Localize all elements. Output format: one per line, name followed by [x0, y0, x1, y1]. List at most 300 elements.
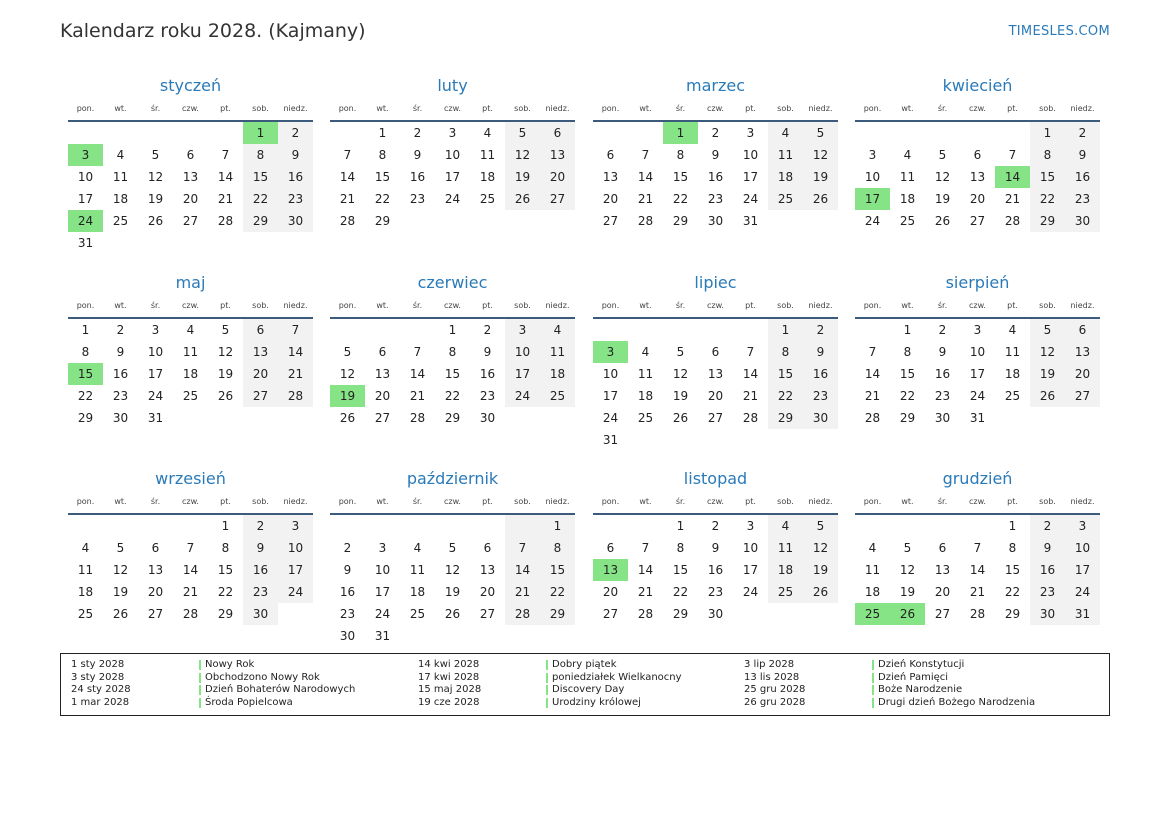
day-cell[interactable]: 18 [899, 192, 916, 206]
day-cell[interactable]: 6 [711, 345, 720, 359]
day-cell[interactable]: 16 [1030, 559, 1065, 581]
day-cell[interactable]: 28 [864, 411, 881, 425]
day-cell[interactable]: 29 [444, 411, 461, 425]
day-cell[interactable]: 9 [343, 563, 352, 577]
day-cell[interactable]: 16 [707, 563, 724, 577]
day-cell[interactable]: 19 [934, 192, 951, 206]
day-cell[interactable]: 4 [868, 541, 877, 555]
day-cell[interactable]: 21 [637, 585, 654, 599]
day-cell[interactable]: 2 [278, 122, 313, 144]
day-cell[interactable]: 1 [81, 323, 90, 337]
day-cell[interactable]: 5 [676, 345, 685, 359]
day-cell[interactable]: 24 [147, 389, 164, 403]
day-cell[interactable]: 2 [711, 519, 720, 533]
day-cell[interactable]: 25 [409, 607, 426, 621]
day-cell[interactable]: 3 [746, 126, 755, 140]
day-cell[interactable]: 23 [1065, 188, 1100, 210]
day-cell[interactable]: 19 [444, 585, 461, 599]
holiday-day-cell[interactable]: 14 [995, 166, 1030, 188]
day-cell[interactable]: 29 [374, 214, 391, 228]
day-cell[interactable]: 2 [243, 515, 278, 537]
holiday-day-cell[interactable]: 3 [593, 341, 628, 363]
day-cell[interactable]: 13 [374, 367, 391, 381]
day-cell[interactable]: 1 [448, 323, 457, 337]
day-cell[interactable]: 16 [409, 170, 426, 184]
day-cell[interactable]: 12 [803, 537, 838, 559]
day-cell[interactable]: 26 [339, 411, 356, 425]
day-cell[interactable]: 10 [742, 148, 759, 162]
day-cell[interactable]: 4 [768, 122, 803, 144]
day-cell[interactable]: 5 [803, 122, 838, 144]
day-cell[interactable]: 26 [444, 607, 461, 621]
day-cell[interactable]: 7 [1008, 148, 1017, 162]
day-cell[interactable]: 16 [339, 585, 356, 599]
day-cell[interactable]: 16 [1065, 166, 1100, 188]
day-cell[interactable]: 12 [217, 345, 234, 359]
day-cell[interactable]: 18 [77, 585, 94, 599]
day-cell[interactable]: 14 [742, 367, 759, 381]
day-cell[interactable]: 3 [448, 126, 457, 140]
day-cell[interactable]: 2 [483, 323, 492, 337]
day-cell[interactable]: 25 [540, 385, 575, 407]
day-cell[interactable]: 5 [448, 541, 457, 555]
day-cell[interactable]: 22 [374, 192, 391, 206]
day-cell[interactable]: 12 [1030, 341, 1065, 363]
day-cell[interactable]: 15 [444, 367, 461, 381]
day-cell[interactable]: 12 [147, 170, 164, 184]
holiday-day-cell[interactable]: 1 [243, 122, 278, 144]
day-cell[interactable]: 27 [602, 607, 619, 621]
day-cell[interactable]: 30 [1030, 603, 1065, 625]
day-cell[interactable]: 6 [973, 148, 982, 162]
day-cell[interactable]: 20 [243, 363, 278, 385]
day-cell[interactable]: 3 [278, 515, 313, 537]
day-cell[interactable]: 2 [1065, 122, 1100, 144]
day-cell[interactable]: 12 [899, 563, 916, 577]
day-cell[interactable]: 11 [479, 148, 496, 162]
day-cell[interactable]: 1 [1008, 519, 1017, 533]
day-cell[interactable]: 31 [1065, 603, 1100, 625]
day-cell[interactable]: 27 [934, 607, 951, 621]
day-cell[interactable]: 9 [1030, 537, 1065, 559]
day-cell[interactable]: 20 [602, 192, 619, 206]
day-cell[interactable]: 21 [182, 585, 199, 599]
day-cell[interactable]: 26 [803, 188, 838, 210]
day-cell[interactable]: 29 [217, 607, 234, 621]
day-cell[interactable]: 15 [768, 363, 803, 385]
day-cell[interactable]: 27 [147, 607, 164, 621]
day-cell[interactable]: 7 [343, 148, 352, 162]
day-cell[interactable]: 21 [278, 363, 313, 385]
day-cell[interactable]: 29 [672, 607, 689, 621]
day-cell[interactable]: 26 [934, 214, 951, 228]
day-cell[interactable]: 29 [672, 214, 689, 228]
day-cell[interactable]: 24 [374, 607, 391, 621]
day-cell[interactable]: 6 [243, 319, 278, 341]
day-cell[interactable]: 3 [505, 319, 540, 341]
day-cell[interactable]: 20 [182, 192, 199, 206]
day-cell[interactable]: 22 [77, 389, 94, 403]
day-cell[interactable]: 23 [803, 385, 838, 407]
day-cell[interactable]: 9 [243, 537, 278, 559]
day-cell[interactable]: 3 [1065, 515, 1100, 537]
day-cell[interactable]: 28 [182, 607, 199, 621]
day-cell[interactable]: 18 [768, 559, 803, 581]
day-cell[interactable]: 9 [413, 148, 422, 162]
day-cell[interactable]: 12 [339, 367, 356, 381]
day-cell[interactable]: 1 [903, 323, 912, 337]
day-cell[interactable]: 7 [746, 345, 755, 359]
day-cell[interactable]: 1 [676, 519, 685, 533]
day-cell[interactable]: 4 [116, 148, 125, 162]
day-cell[interactable]: 29 [77, 411, 94, 425]
holiday-day-cell[interactable]: 17 [855, 188, 890, 210]
day-cell[interactable]: 22 [444, 389, 461, 403]
day-cell[interactable]: 31 [969, 411, 986, 425]
day-cell[interactable]: 30 [934, 411, 951, 425]
day-cell[interactable]: 7 [973, 541, 982, 555]
holiday-day-cell[interactable]: 24 [68, 210, 103, 232]
day-cell[interactable]: 7 [641, 541, 650, 555]
day-cell[interactable]: 19 [1030, 363, 1065, 385]
day-cell[interactable]: 10 [374, 563, 391, 577]
day-cell[interactable]: 20 [147, 585, 164, 599]
day-cell[interactable]: 6 [606, 148, 615, 162]
day-cell[interactable]: 11 [409, 563, 426, 577]
day-cell[interactable]: 18 [1004, 367, 1021, 381]
holiday-day-cell[interactable]: 26 [890, 603, 925, 625]
day-cell[interactable]: 4 [540, 319, 575, 341]
day-cell[interactable]: 31 [374, 629, 391, 643]
day-cell[interactable]: 21 [1004, 192, 1021, 206]
day-cell[interactable]: 8 [448, 345, 457, 359]
day-cell[interactable]: 21 [637, 192, 654, 206]
day-cell[interactable]: 30 [479, 411, 496, 425]
day-cell[interactable]: 30 [707, 607, 724, 621]
day-cell[interactable]: 19 [803, 166, 838, 188]
day-cell[interactable]: 26 [147, 214, 164, 228]
day-cell[interactable]: 24 [1065, 581, 1100, 603]
day-cell[interactable]: 14 [505, 559, 540, 581]
day-cell[interactable]: 31 [742, 214, 759, 228]
day-cell[interactable]: 13 [479, 563, 496, 577]
day-cell[interactable]: 9 [116, 345, 125, 359]
day-cell[interactable]: 9 [711, 541, 720, 555]
day-cell[interactable]: 20 [374, 389, 391, 403]
day-cell[interactable]: 10 [602, 367, 619, 381]
day-cell[interactable]: 27 [969, 214, 986, 228]
day-cell[interactable]: 8 [768, 341, 803, 363]
day-cell[interactable]: 5 [505, 122, 540, 144]
day-cell[interactable]: 28 [1004, 214, 1021, 228]
day-cell[interactable]: 17 [602, 389, 619, 403]
day-cell[interactable]: 27 [602, 214, 619, 228]
day-cell[interactable]: 30 [1065, 210, 1100, 232]
day-cell[interactable]: 14 [637, 170, 654, 184]
day-cell[interactable]: 21 [864, 389, 881, 403]
day-cell[interactable]: 29 [1030, 210, 1065, 232]
day-cell[interactable]: 18 [637, 389, 654, 403]
day-cell[interactable]: 10 [278, 537, 313, 559]
day-cell[interactable]: 30 [707, 214, 724, 228]
day-cell[interactable]: 8 [540, 537, 575, 559]
day-cell[interactable]: 29 [899, 411, 916, 425]
day-cell[interactable]: 20 [540, 166, 575, 188]
day-cell[interactable]: 7 [868, 345, 877, 359]
day-cell[interactable]: 21 [969, 585, 986, 599]
day-cell[interactable]: 30 [243, 603, 278, 625]
day-cell[interactable]: 20 [1065, 363, 1100, 385]
day-cell[interactable]: 26 [505, 188, 540, 210]
day-cell[interactable]: 25 [77, 607, 94, 621]
day-cell[interactable]: 13 [707, 367, 724, 381]
day-cell[interactable]: 13 [147, 563, 164, 577]
day-cell[interactable]: 25 [1004, 389, 1021, 403]
day-cell[interactable]: 12 [672, 367, 689, 381]
day-cell[interactable]: 2 [343, 541, 352, 555]
day-cell[interactable]: 28 [742, 411, 759, 425]
day-cell[interactable]: 29 [243, 210, 278, 232]
day-cell[interactable]: 26 [1030, 385, 1065, 407]
day-cell[interactable]: 23 [409, 192, 426, 206]
day-cell[interactable]: 11 [768, 537, 803, 559]
day-cell[interactable]: 27 [182, 214, 199, 228]
day-cell[interactable]: 6 [151, 541, 160, 555]
day-cell[interactable]: 28 [969, 607, 986, 621]
day-cell[interactable]: 21 [505, 581, 540, 603]
day-cell[interactable]: 22 [672, 585, 689, 599]
day-cell[interactable]: 22 [672, 192, 689, 206]
day-cell[interactable]: 3 [151, 323, 160, 337]
day-cell[interactable]: 25 [768, 581, 803, 603]
day-cell[interactable]: 29 [540, 603, 575, 625]
day-cell[interactable]: 15 [540, 559, 575, 581]
day-cell[interactable]: 19 [112, 585, 129, 599]
holiday-day-cell[interactable]: 19 [330, 385, 365, 407]
day-cell[interactable]: 31 [147, 411, 164, 425]
day-cell[interactable]: 19 [217, 367, 234, 381]
day-cell[interactable]: 22 [1004, 585, 1021, 599]
day-cell[interactable]: 9 [1065, 144, 1100, 166]
day-cell[interactable]: 10 [742, 541, 759, 555]
day-cell[interactable]: 13 [934, 563, 951, 577]
day-cell[interactable]: 23 [707, 585, 724, 599]
day-cell[interactable]: 20 [934, 585, 951, 599]
day-cell[interactable]: 22 [899, 389, 916, 403]
day-cell[interactable]: 13 [602, 170, 619, 184]
day-cell[interactable]: 8 [676, 541, 685, 555]
day-cell[interactable]: 4 [413, 541, 422, 555]
day-cell[interactable]: 23 [339, 607, 356, 621]
day-cell[interactable]: 11 [182, 345, 199, 359]
day-cell[interactable]: 5 [1030, 319, 1065, 341]
day-cell[interactable]: 28 [409, 411, 426, 425]
day-cell[interactable]: 25 [112, 214, 129, 228]
day-cell[interactable]: 28 [278, 385, 313, 407]
day-cell[interactable]: 17 [742, 170, 759, 184]
day-cell[interactable]: 9 [711, 148, 720, 162]
day-cell[interactable]: 11 [112, 170, 129, 184]
day-cell[interactable]: 8 [378, 148, 387, 162]
day-cell[interactable]: 12 [505, 144, 540, 166]
day-cell[interactable]: 2 [413, 126, 422, 140]
day-cell[interactable]: 20 [602, 585, 619, 599]
day-cell[interactable]: 4 [186, 323, 195, 337]
day-cell[interactable]: 14 [217, 170, 234, 184]
day-cell[interactable]: 26 [803, 581, 838, 603]
day-cell[interactable]: 17 [969, 367, 986, 381]
day-cell[interactable]: 29 [768, 407, 803, 429]
holiday-day-cell[interactable]: 15 [68, 363, 103, 385]
day-cell[interactable]: 7 [413, 345, 422, 359]
day-cell[interactable]: 17 [742, 563, 759, 577]
day-cell[interactable]: 7 [641, 148, 650, 162]
day-cell[interactable]: 24 [602, 411, 619, 425]
day-cell[interactable]: 19 [803, 559, 838, 581]
day-cell[interactable]: 30 [339, 629, 356, 643]
day-cell[interactable]: 6 [540, 122, 575, 144]
day-cell[interactable]: 10 [147, 345, 164, 359]
day-cell[interactable]: 5 [151, 148, 160, 162]
day-cell[interactable]: 1 [221, 519, 230, 533]
day-cell[interactable]: 27 [1065, 385, 1100, 407]
day-cell[interactable]: 9 [803, 341, 838, 363]
day-cell[interactable]: 11 [768, 144, 803, 166]
day-cell[interactable]: 8 [676, 148, 685, 162]
day-cell[interactable]: 12 [934, 170, 951, 184]
day-cell[interactable]: 7 [221, 148, 230, 162]
day-cell[interactable]: 27 [540, 188, 575, 210]
day-cell[interactable]: 5 [938, 148, 947, 162]
day-cell[interactable]: 26 [672, 411, 689, 425]
day-cell[interactable]: 23 [1030, 581, 1065, 603]
day-cell[interactable]: 15 [672, 170, 689, 184]
day-cell[interactable]: 13 [540, 144, 575, 166]
day-cell[interactable]: 13 [969, 170, 986, 184]
day-cell[interactable]: 4 [1008, 323, 1017, 337]
day-cell[interactable]: 12 [112, 563, 129, 577]
day-cell[interactable]: 26 [217, 389, 234, 403]
day-cell[interactable]: 24 [278, 581, 313, 603]
day-cell[interactable]: 14 [339, 170, 356, 184]
day-cell[interactable]: 2 [711, 126, 720, 140]
day-cell[interactable]: 18 [864, 585, 881, 599]
day-cell[interactable]: 15 [374, 170, 391, 184]
day-cell[interactable]: 24 [742, 585, 759, 599]
day-cell[interactable]: 22 [768, 385, 803, 407]
day-cell[interactable]: 8 [221, 541, 230, 555]
site-link[interactable]: TIMESLES.COM [1008, 24, 1110, 39]
holiday-day-cell[interactable]: 1 [663, 122, 698, 144]
day-cell[interactable]: 10 [864, 170, 881, 184]
day-cell[interactable]: 8 [81, 345, 90, 359]
day-cell[interactable]: 23 [707, 192, 724, 206]
day-cell[interactable]: 14 [278, 341, 313, 363]
day-cell[interactable]: 14 [637, 563, 654, 577]
day-cell[interactable]: 7 [505, 537, 540, 559]
day-cell[interactable]: 14 [864, 367, 881, 381]
day-cell[interactable]: 14 [969, 563, 986, 577]
day-cell[interactable]: 1 [540, 515, 575, 537]
day-cell[interactable]: 25 [182, 389, 199, 403]
day-cell[interactable]: 4 [903, 148, 912, 162]
day-cell[interactable]: 13 [1065, 341, 1100, 363]
day-cell[interactable]: 4 [768, 515, 803, 537]
holiday-day-cell[interactable]: 13 [593, 559, 628, 581]
day-cell[interactable]: 5 [343, 345, 352, 359]
day-cell[interactable]: 16 [934, 367, 951, 381]
day-cell[interactable]: 2 [1030, 515, 1065, 537]
day-cell[interactable]: 24 [742, 192, 759, 206]
day-cell[interactable]: 16 [112, 367, 129, 381]
day-cell[interactable]: 19 [672, 389, 689, 403]
day-cell[interactable]: 23 [278, 188, 313, 210]
day-cell[interactable]: 25 [899, 214, 916, 228]
day-cell[interactable]: 14 [409, 367, 426, 381]
day-cell[interactable]: 24 [969, 389, 986, 403]
day-cell[interactable]: 2 [938, 323, 947, 337]
day-cell[interactable]: 21 [409, 389, 426, 403]
day-cell[interactable]: 23 [934, 389, 951, 403]
day-cell[interactable]: 10 [969, 345, 986, 359]
day-cell[interactable]: 21 [217, 192, 234, 206]
day-cell[interactable]: 27 [707, 411, 724, 425]
day-cell[interactable]: 8 [243, 144, 278, 166]
day-cell[interactable]: 11 [540, 341, 575, 363]
day-cell[interactable]: 23 [479, 389, 496, 403]
day-cell[interactable]: 11 [77, 563, 94, 577]
day-cell[interactable]: 18 [182, 367, 199, 381]
day-cell[interactable]: 5 [116, 541, 125, 555]
day-cell[interactable]: 11 [1004, 345, 1021, 359]
day-cell[interactable]: 2 [803, 319, 838, 341]
day-cell[interactable]: 16 [479, 367, 496, 381]
day-cell[interactable]: 6 [378, 345, 387, 359]
day-cell[interactable]: 28 [637, 214, 654, 228]
day-cell[interactable]: 18 [112, 192, 129, 206]
day-cell[interactable]: 7 [278, 319, 313, 341]
day-cell[interactable]: 9 [938, 345, 947, 359]
day-cell[interactable]: 13 [243, 341, 278, 363]
day-cell[interactable]: 27 [243, 385, 278, 407]
day-cell[interactable]: 9 [483, 345, 492, 359]
day-cell[interactable]: 24 [864, 214, 881, 228]
day-cell[interactable]: 10 [1065, 537, 1100, 559]
day-cell[interactable]: 11 [637, 367, 654, 381]
day-cell[interactable]: 31 [602, 433, 619, 447]
day-cell[interactable]: 6 [186, 148, 195, 162]
day-cell[interactable]: 19 [147, 192, 164, 206]
day-cell[interactable]: 18 [479, 170, 496, 184]
day-cell[interactable]: 21 [742, 389, 759, 403]
day-cell[interactable]: 20 [969, 192, 986, 206]
day-cell[interactable]: 20 [707, 389, 724, 403]
day-cell[interactable]: 26 [112, 607, 129, 621]
day-cell[interactable]: 5 [221, 323, 230, 337]
day-cell[interactable]: 25 [637, 411, 654, 425]
day-cell[interactable]: 16 [243, 559, 278, 581]
holiday-day-cell[interactable]: 25 [855, 603, 890, 625]
day-cell[interactable]: 21 [339, 192, 356, 206]
day-cell[interactable]: 6 [606, 541, 615, 555]
day-cell[interactable]: 10 [444, 148, 461, 162]
holiday-day-cell[interactable]: 3 [68, 144, 103, 166]
day-cell[interactable]: 18 [540, 363, 575, 385]
day-cell[interactable]: 3 [378, 541, 387, 555]
day-cell[interactable]: 18 [768, 166, 803, 188]
day-cell[interactable]: 11 [899, 170, 916, 184]
day-cell[interactable]: 17 [374, 585, 391, 599]
